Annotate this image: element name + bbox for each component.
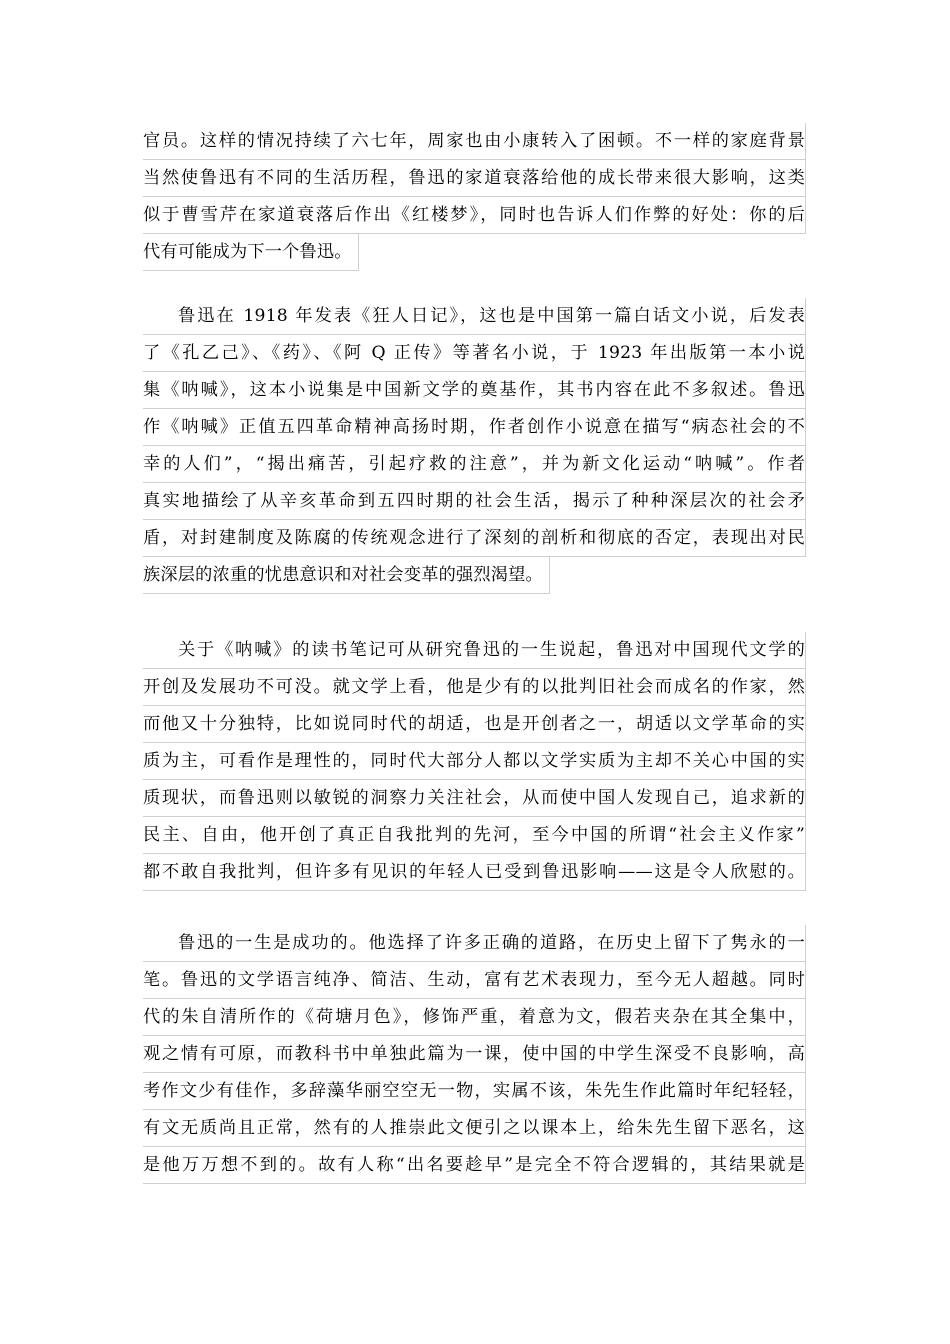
text-line: 而他又十分独特，比如说同时代的胡适，也是开创者之一，胡适以文学革命的实 xyxy=(143,706,806,743)
text-line: 有文无质尚且正常，然有的人推崇此文便引之以课本上，给朱先生留下恶名，这 xyxy=(143,1110,806,1147)
text-line: 关于《呐喊》的读书笔记可从研究鲁迅的一生说起，鲁迅对中国现代文学的 xyxy=(143,632,806,669)
text-line: 鲁迅在 1918 年发表《狂人日记》，这也是中国第一篇白话文小说，后发表 xyxy=(143,298,806,335)
paragraph-4 xyxy=(143,925,806,1184)
paragraph-3 xyxy=(143,632,806,891)
text-line: 考作文少有佳作，多辞藻华丽空空无一物，实属不该，朱先生作此篇时年纪轻轻， xyxy=(143,1073,806,1110)
text-line: 民主、自由，他开创了真正自我批判的先河，至今中国的所谓“社会主义作家” xyxy=(143,817,806,854)
text-line: 当然使鲁迅有不同的生活历程，鲁迅的家道衰落给他的成长带来很大影响，这类 xyxy=(143,160,806,197)
text-line: 幸的人们”，“揭出痛苦，引起疗救的注意”，并为新文化运动“呐喊”。作者 xyxy=(143,446,806,483)
text-line: 官员。这样的情况持续了六七年，周家也由小康转入了困顿。不一样的家庭背景 xyxy=(143,123,806,160)
text-line: 开创及发展功不可没。就文学上看，他是少有的以批判旧社会而成名的作家，然 xyxy=(143,669,806,706)
text-line: 作《呐喊》正值五四革命精神高扬时期，作者创作小说意在描写“病态社会的不 xyxy=(143,409,806,446)
text-line: 是他万万想不到的。故有人称“出名要趁早”是完全不符合逻辑的，其结果就是 xyxy=(143,1147,806,1184)
text-line: 观之情有可原，而教科书中单独此篇为一课，使中国的中学生深受不良影响，高 xyxy=(143,1036,806,1073)
text-line: 都不敢自我批判，但许多有见识的年轻人已受到鲁迅影响——这是令人欣慰的。 xyxy=(143,854,806,891)
text-line: 族深层的浓重的忧患意识和对社会变革的强烈渴望。 xyxy=(143,557,550,594)
text-line: 了《孔乙己》、《药》、《阿 Q 正传》等著名小说，于 1923 年出版第一本小说 xyxy=(143,335,806,372)
text-line: 代的朱自清所作的《荷塘月色》，修饰严重，着意为文，假若夹杂在其全集中， xyxy=(143,999,806,1036)
text-line: 代有可能成为下一个鲁迅。 xyxy=(143,234,359,271)
text-line: 真实地描绘了从辛亥革命到五四时期的社会生活，揭示了种种深层次的社会矛 xyxy=(143,483,806,520)
text-line: 笔。鲁迅的文学语言纯净、简洁、生动，富有艺术表现力，至今无人超越。同时 xyxy=(143,962,806,999)
paragraph-1 xyxy=(143,123,806,275)
text-line: 鲁迅的一生是成功的。他选择了许多正确的道路，在历史上留下了隽永的一 xyxy=(143,925,806,962)
paragraph-2 xyxy=(143,298,806,598)
text-line: 质为主，可看作是理性的，同时代大部分人都以文学实质为主却不关心中国的实 xyxy=(143,743,806,780)
text-line: 集《呐喊》，这本小说集是中国新文学的奠基作，其书内容在此不多叙述。鲁迅 xyxy=(143,372,806,409)
text-line: 盾，对封建制度及陈腐的传统观念进行了深刻的剖析和彻底的否定，表现出对民 xyxy=(143,520,806,557)
text-line: 质现状，而鲁迅则以敏锐的洞察力关注社会，从而使中国人发现自己，追求新的 xyxy=(143,780,806,817)
text-line: 似于曹雪芹在家道衰落后作出《红楼梦》，同时也告诉人们作弊的好处：你的后 xyxy=(143,197,806,234)
